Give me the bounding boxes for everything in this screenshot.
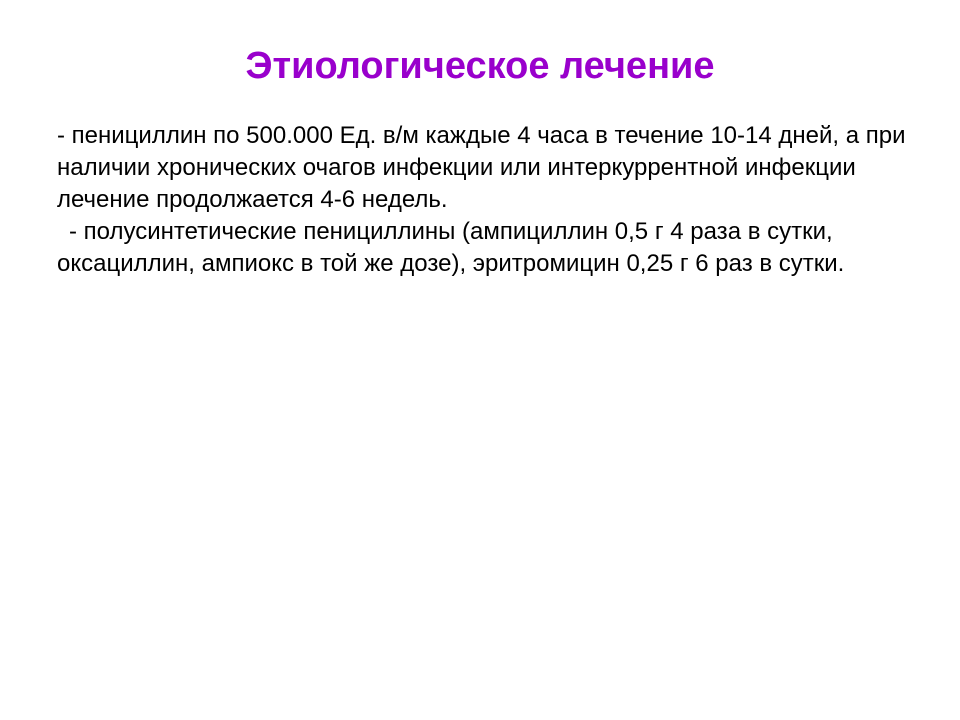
paragraph-penicillin: - пенициллин по 500.000 Ед. в/м каждые 4 часа в течение 10-14 дней, а при наличии хронических очагов инфекции или интеркуррентной инфекции лечение продолжается 4-6 недель. <box>57 122 906 213</box>
slide-body <box>57 120 907 280</box>
paragraph-semisynthetic-penicillins: - полусинтетические пенициллины (ампициллин 0,5 г 4 раза в сутки, оксациллин, ампиокс в той же дозе), эритромицин 0,25 г 6 раз в сутки. <box>57 218 845 277</box>
slide-title: Этиологическое лечение <box>245 45 715 87</box>
